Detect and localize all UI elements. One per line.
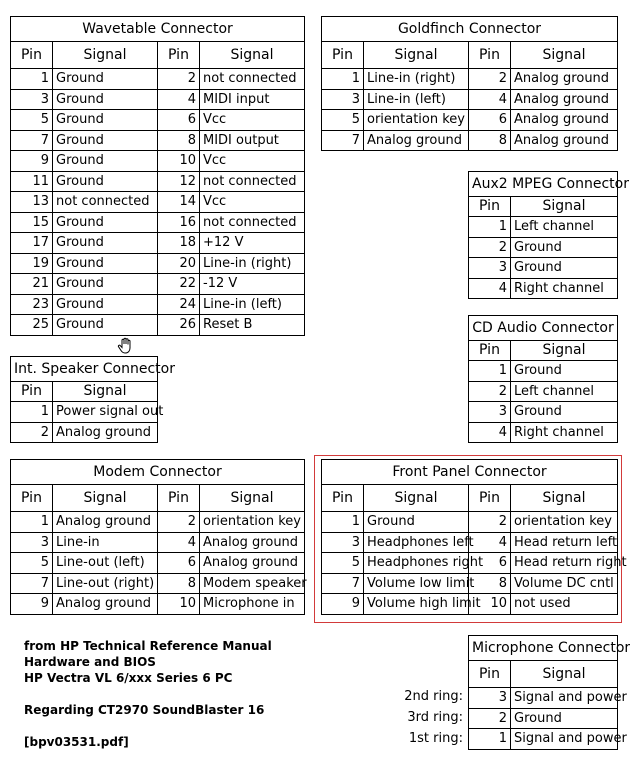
column-header: Pin bbox=[11, 42, 53, 69]
signal-name: Analog ground bbox=[511, 89, 618, 110]
signal-name: Left channel bbox=[511, 381, 618, 402]
pin-number: 8 bbox=[158, 130, 200, 151]
pin-number: 1 bbox=[322, 69, 364, 90]
table-row bbox=[11, 594, 305, 615]
signal-name: Ground bbox=[53, 171, 158, 192]
table-row bbox=[322, 69, 618, 90]
pin-number: 26 bbox=[158, 315, 200, 336]
column-header: Signal bbox=[364, 42, 469, 69]
pin-number: 3 bbox=[469, 688, 511, 709]
column-header: Signal bbox=[511, 197, 618, 217]
pin-number: 4 bbox=[158, 532, 200, 553]
table-row bbox=[322, 110, 618, 131]
pin-number: 2 bbox=[469, 69, 511, 90]
table-row bbox=[322, 594, 618, 615]
table-row bbox=[469, 402, 618, 423]
ring-label: 2nd ring: bbox=[404, 689, 463, 704]
column-header: Pin bbox=[469, 197, 511, 217]
signal-name: Line-in (right) bbox=[200, 253, 305, 274]
pin-number: 2 bbox=[469, 237, 511, 258]
table-title: CD Audio Connector bbox=[469, 316, 618, 341]
signal-name: Reset B bbox=[200, 315, 305, 336]
table-row bbox=[322, 532, 618, 553]
signal-name: Ground bbox=[511, 708, 618, 729]
table-row bbox=[11, 315, 305, 336]
column-header: Pin bbox=[469, 42, 511, 69]
signal-name: +12 V bbox=[200, 233, 305, 254]
table-row bbox=[469, 381, 618, 402]
table-row bbox=[11, 212, 305, 233]
signal-name: MIDI input bbox=[200, 89, 305, 110]
column-header: Signal bbox=[364, 485, 469, 512]
signal-name: Analog ground bbox=[511, 110, 618, 131]
pin-number: 1 bbox=[469, 217, 511, 238]
pin-number: 2 bbox=[469, 381, 511, 402]
table-title: Front Panel Connector bbox=[322, 460, 618, 485]
signal-name: Ground bbox=[53, 69, 158, 90]
aux2-mpeg-connector-table bbox=[468, 171, 629, 299]
table-title: Modem Connector bbox=[11, 460, 305, 485]
pin-number: 6 bbox=[158, 110, 200, 131]
pin-number: 2 bbox=[11, 422, 53, 443]
pin-number: 1 bbox=[322, 512, 364, 533]
pin-number: 23 bbox=[11, 294, 53, 315]
pin-number: 3 bbox=[469, 402, 511, 423]
signal-name: Signal and power bbox=[511, 729, 618, 750]
signal-name: Microphone in bbox=[200, 594, 305, 615]
pin-number: 13 bbox=[11, 192, 53, 213]
pin-number: 1 bbox=[11, 402, 53, 423]
note-line: HP Vectra VL 6/xxx Series 6 PC bbox=[24, 671, 233, 685]
column-header: Pin bbox=[322, 485, 364, 512]
pin-number: 1 bbox=[11, 512, 53, 533]
column-header: Signal bbox=[511, 341, 618, 361]
pin-number: 7 bbox=[11, 573, 53, 594]
signal-name: Line-in (right) bbox=[364, 69, 469, 90]
pin-number: 7 bbox=[11, 130, 53, 151]
signal-name: Analog ground bbox=[511, 130, 618, 151]
signal-name: Ground bbox=[53, 294, 158, 315]
pin-number: 2 bbox=[469, 708, 511, 729]
pin-number: 5 bbox=[322, 553, 364, 574]
table-row bbox=[469, 688, 618, 709]
signal-name: Line-out (left) bbox=[53, 553, 158, 574]
column-header: Signal bbox=[511, 42, 618, 69]
signal-name: Line-in (left) bbox=[200, 294, 305, 315]
signal-name: Analog ground bbox=[53, 512, 158, 533]
pin-number: 4 bbox=[469, 532, 511, 553]
signal-name: Right channel bbox=[511, 278, 618, 299]
signal-name: Volume low limit bbox=[364, 573, 469, 594]
table-row bbox=[322, 89, 618, 110]
signal-name: orientation key bbox=[511, 512, 618, 533]
pin-number: 7 bbox=[322, 130, 364, 151]
signal-name: not connected bbox=[53, 192, 158, 213]
table-title: Aux2 MPEG Connector bbox=[469, 172, 618, 197]
signal-name: Ground bbox=[511, 237, 618, 258]
pin-number: 2 bbox=[158, 69, 200, 90]
signal-name: Right channel bbox=[511, 422, 618, 443]
ring-label: 1st ring: bbox=[408, 731, 463, 746]
table-row bbox=[469, 422, 618, 443]
table-row bbox=[322, 553, 618, 574]
pin-number: 25 bbox=[11, 315, 53, 336]
pin-number: 9 bbox=[322, 594, 364, 615]
table-row bbox=[11, 69, 305, 90]
signal-name: Ground bbox=[53, 253, 158, 274]
pin-number: 4 bbox=[469, 422, 511, 443]
column-header: Pin bbox=[469, 661, 511, 688]
signal-name: Ground bbox=[53, 89, 158, 110]
signal-name: Vcc bbox=[200, 192, 305, 213]
signal-name: Line-out (right) bbox=[53, 573, 158, 594]
signal-name: Line-in bbox=[53, 532, 158, 553]
signal-name: Ground bbox=[53, 110, 158, 131]
pin-number: 20 bbox=[158, 253, 200, 274]
signal-name: Analog ground bbox=[53, 594, 158, 615]
column-header: Pin bbox=[158, 485, 200, 512]
column-header: Pin bbox=[11, 485, 53, 512]
table-row bbox=[11, 171, 305, 192]
table-row bbox=[11, 512, 305, 533]
cd-audio-connector-table bbox=[468, 315, 618, 443]
column-header: Pin bbox=[322, 42, 364, 69]
pin-number: 3 bbox=[11, 532, 53, 553]
column-header: Pin bbox=[469, 485, 511, 512]
signal-name: Ground bbox=[53, 274, 158, 295]
pin-number: 5 bbox=[11, 553, 53, 574]
signal-name: not used bbox=[511, 594, 618, 615]
signal-name: Volume DC cntl bbox=[511, 573, 618, 594]
pin-number: 19 bbox=[11, 253, 53, 274]
table-row bbox=[11, 151, 305, 172]
pin-number: 6 bbox=[469, 553, 511, 574]
note-line: Regarding CT2970 SoundBlaster 16 bbox=[24, 703, 265, 717]
table-row bbox=[469, 237, 618, 258]
column-header: Signal bbox=[511, 485, 618, 512]
pin-number: 14 bbox=[158, 192, 200, 213]
pin-number: 3 bbox=[11, 89, 53, 110]
table-row bbox=[11, 253, 305, 274]
pin-number: 7 bbox=[322, 573, 364, 594]
table-row bbox=[11, 294, 305, 315]
pin-number: 8 bbox=[158, 573, 200, 594]
signal-name: Ground bbox=[53, 151, 158, 172]
note-line: Hardware and BIOS bbox=[24, 655, 156, 669]
pin-number: 1 bbox=[469, 361, 511, 382]
hand-cursor-icon bbox=[117, 337, 135, 355]
table-row bbox=[469, 729, 618, 750]
signal-name: MIDI output bbox=[200, 130, 305, 151]
pin-number: 8 bbox=[469, 130, 511, 151]
modem-connector-table bbox=[10, 459, 305, 615]
pin-number: 6 bbox=[158, 553, 200, 574]
signal-name: Ground bbox=[511, 402, 618, 423]
column-header: Pin bbox=[469, 341, 511, 361]
signal-name: Headphones right bbox=[364, 553, 469, 574]
signal-name: Analog ground bbox=[200, 553, 305, 574]
table-row bbox=[469, 361, 618, 382]
pin-number: 1 bbox=[469, 729, 511, 750]
signal-name: Analog ground bbox=[511, 69, 618, 90]
ring-label: 3rd ring: bbox=[407, 710, 463, 725]
source-notes bbox=[24, 638, 272, 750]
table-row bbox=[469, 217, 618, 238]
pin-number: 18 bbox=[158, 233, 200, 254]
pin-number: 5 bbox=[11, 110, 53, 131]
table-row bbox=[11, 532, 305, 553]
table-title: Wavetable Connector bbox=[11, 17, 305, 42]
table-row bbox=[11, 89, 305, 110]
signal-name: Ground bbox=[511, 361, 618, 382]
pin-number: 10 bbox=[158, 151, 200, 172]
signal-name: Ground bbox=[53, 130, 158, 151]
table-row bbox=[11, 573, 305, 594]
signal-name: Left channel bbox=[511, 217, 618, 238]
wavetable-connector-table bbox=[10, 16, 305, 336]
signal-name: Signal and power bbox=[511, 688, 618, 709]
column-header: Signal bbox=[53, 485, 158, 512]
signal-name: Modem speaker bbox=[200, 573, 305, 594]
signal-name: not connected bbox=[200, 69, 305, 90]
pin-number: 9 bbox=[11, 151, 53, 172]
note-line: [bpv03531.pdf] bbox=[24, 735, 129, 749]
signal-name: Analog ground bbox=[200, 532, 305, 553]
table-row bbox=[11, 192, 305, 213]
column-header: Signal bbox=[53, 42, 158, 69]
table-row bbox=[11, 422, 158, 443]
pin-number: 2 bbox=[469, 512, 511, 533]
signal-name: Analog ground bbox=[53, 422, 158, 443]
pin-number: 4 bbox=[158, 89, 200, 110]
signal-name: Ground bbox=[53, 212, 158, 233]
pin-number: 5 bbox=[322, 110, 364, 131]
column-header: Pin bbox=[158, 42, 200, 69]
pin-number: 24 bbox=[158, 294, 200, 315]
column-header: Pin bbox=[11, 382, 53, 402]
pin-number: 15 bbox=[11, 212, 53, 233]
column-header: Signal bbox=[53, 382, 158, 402]
pin-number: 4 bbox=[469, 278, 511, 299]
signal-name: Headphones left bbox=[364, 532, 469, 553]
signal-name: Analog ground bbox=[364, 130, 469, 151]
signal-name: Ground bbox=[364, 512, 469, 533]
signal-name: not connected bbox=[200, 212, 305, 233]
table-row bbox=[322, 512, 618, 533]
signal-name: Volume high limit bbox=[364, 594, 469, 615]
table-row bbox=[322, 130, 618, 151]
signal-name: Head return left bbox=[511, 532, 618, 553]
signal-name: Vcc bbox=[200, 110, 305, 131]
signal-name: not connected bbox=[200, 171, 305, 192]
table-row bbox=[469, 278, 618, 299]
pin-number: 22 bbox=[158, 274, 200, 295]
pin-number: 3 bbox=[322, 532, 364, 553]
int-speaker-connector-table bbox=[10, 356, 175, 443]
table-title: Int. Speaker Connector bbox=[11, 357, 158, 382]
goldfinch-connector-table bbox=[321, 16, 618, 151]
pin-number: 11 bbox=[11, 171, 53, 192]
note-line: from HP Technical Reference Manual bbox=[24, 639, 272, 653]
signal-name: Ground bbox=[53, 315, 158, 336]
pin-number: 12 bbox=[158, 171, 200, 192]
pin-number: 6 bbox=[469, 110, 511, 131]
pin-number: 3 bbox=[322, 89, 364, 110]
pin-number: 16 bbox=[158, 212, 200, 233]
table-row bbox=[11, 402, 158, 423]
pin-number: 8 bbox=[469, 573, 511, 594]
microphone-connector-table bbox=[468, 635, 630, 750]
table-title: Goldfinch Connector bbox=[322, 17, 618, 42]
table-row bbox=[11, 233, 305, 254]
signal-name: Line-in (left) bbox=[364, 89, 469, 110]
table-row bbox=[11, 130, 305, 151]
pin-number: 1 bbox=[11, 69, 53, 90]
table-row bbox=[469, 258, 618, 279]
signal-name: orientation key bbox=[364, 110, 469, 131]
signal-name: Ground bbox=[53, 233, 158, 254]
signal-name: Head return right bbox=[511, 553, 618, 574]
pin-number: 10 bbox=[469, 594, 511, 615]
column-header: Signal bbox=[200, 485, 305, 512]
table-row bbox=[11, 110, 305, 131]
signal-name: -12 V bbox=[200, 274, 305, 295]
signal-name: orientation key bbox=[200, 512, 305, 533]
pin-number: 10 bbox=[158, 594, 200, 615]
pin-number: 2 bbox=[158, 512, 200, 533]
signal-name: Power signal out bbox=[53, 402, 158, 423]
pin-number: 21 bbox=[11, 274, 53, 295]
table-row bbox=[11, 274, 305, 295]
front-panel-connector-table bbox=[321, 459, 627, 615]
table-row bbox=[469, 708, 618, 729]
pin-number: 3 bbox=[469, 258, 511, 279]
column-header: Signal bbox=[511, 661, 618, 688]
column-header: Signal bbox=[200, 42, 305, 69]
pin-number: 4 bbox=[469, 89, 511, 110]
table-title: Microphone Connector bbox=[469, 636, 618, 661]
signal-name: Ground bbox=[511, 258, 618, 279]
pin-number: 17 bbox=[11, 233, 53, 254]
table-row bbox=[11, 553, 305, 574]
pin-number: 9 bbox=[11, 594, 53, 615]
table-row bbox=[322, 573, 618, 594]
signal-name: Vcc bbox=[200, 151, 305, 172]
